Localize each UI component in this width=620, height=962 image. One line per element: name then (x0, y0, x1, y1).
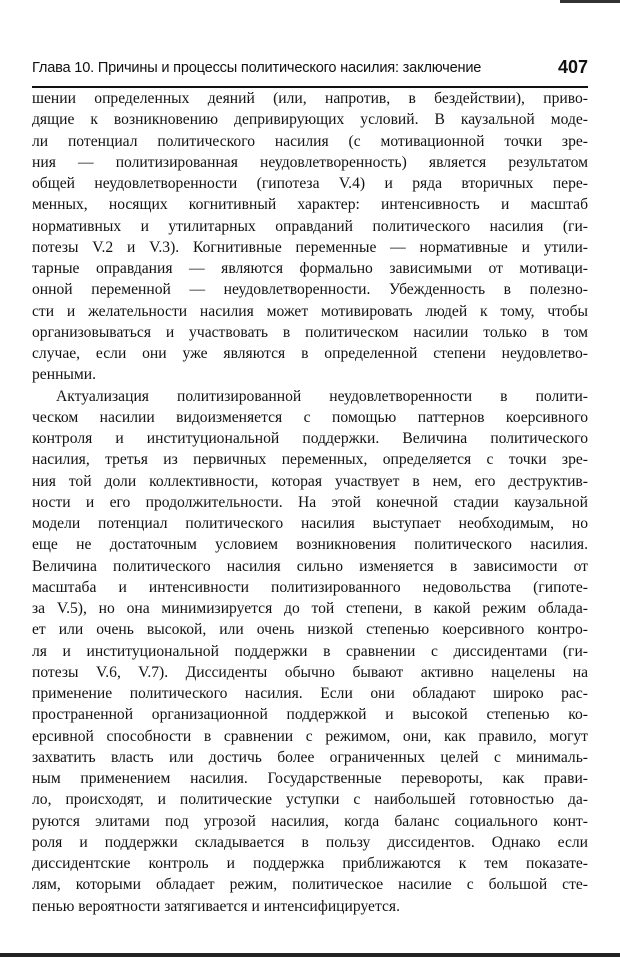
text-line: дящие к возникновению депривирующих условий. В каузальной моде- (32, 111, 588, 129)
page-number: 407 (557, 57, 588, 77)
text-line: онной переменной — неудовлетворенности. Убежденность в полезно- (32, 281, 588, 299)
text-line: шении определенных деяний (или, напротив, в бездействии), приво- (32, 90, 588, 107)
text-line: пенью вероятности затягивается и интенсифицируется. (32, 897, 400, 915)
text-line: ет или очень высокой, или очень низкой степенью коерсивного контро- (32, 621, 588, 639)
paragraph-2 (32, 386, 588, 917)
text-line: за V.5), но она минимизируется до той степени, в какой режим облада- (32, 600, 588, 617)
text-line: еще не достаточным условием возникновения политического насилия. (32, 536, 588, 554)
text-line: ля и институциональной поддержки в сравнении с диссидентами (ги- (32, 642, 588, 660)
text-line: потезы V.2 и V.3). Когнитивные переменные — нормативные и утили- (32, 238, 588, 256)
text-line: роля и поддержки складывается в пользу диссидентов. Однако если (32, 833, 588, 851)
text-line: масштаба и интенсивности политизированного недовольства (гипоте- (32, 578, 588, 596)
text-line: общей неудовлетворенности (гипотеза V.4) и ряда вторичных пере- (32, 175, 588, 192)
body-text (32, 88, 588, 917)
text-line: пространенной организационной поддержкой и высокой степенью ко- (32, 706, 588, 724)
top-edge-rule (560, 0, 620, 3)
text-line: ния той доли коллективности, которая участвует в нем, его деструктив- (32, 472, 588, 490)
text-line: ренными. (32, 366, 96, 384)
text-line: ли потенциал политического насилия (с мотивационной точки зре- (32, 132, 588, 150)
text-line: ным применением насилия. Государственные перевороты, как прави- (32, 770, 588, 787)
running-header (32, 52, 588, 88)
text-line: модели потенциал политического насилия выступает необходимым, но (32, 515, 588, 532)
text-line: случае, если они уже являются в определенной степени неудовлетво- (32, 345, 588, 362)
text-line: сти и желательности насилия может мотивировать людей к тому, чтобы (32, 302, 588, 320)
text-line: ческом насилии видоизменяется с помощью паттернов коерсивного (32, 408, 588, 426)
text-line: нормативных и утилитарных оправданий политического насилия (ги- (32, 217, 588, 235)
text-line: захватить власть или достичь более ограниченных целей с минималь- (32, 748, 588, 766)
text-line: насилия, третья из первичных переменных, определяется с точки зре- (32, 451, 588, 469)
text-line: организовываться и участвовать в политическом насилии только в том (32, 323, 588, 341)
text-line: менных, носящих когнитивный характер: интенсивность и масштаб (32, 196, 588, 214)
text-line: тарные оправдания — являются формально зависимыми от мотиваци- (32, 260, 588, 277)
paragraph-1 (32, 88, 588, 386)
text-line: потезы V.6, V.7). Диссиденты обычно бывают активно нацелены на (32, 663, 588, 681)
text-line: Величина политического насилия сильно изменяется в зависимости от (32, 557, 588, 575)
text-line: ности и его продолжительности. На этой конечной стадии каузальной (32, 493, 588, 511)
text-line: Актуализация политизированной неудовлетворенности в полити- (56, 387, 588, 405)
text-line: лям, которыми обладает режим, политическое насилие с большой сте- (32, 876, 588, 894)
text-line: диссидентские контроль и поддержка приближаются к тем показате- (32, 855, 588, 872)
chapter-title: Глава 10. Причины и процессы политического насилия: заключение (32, 60, 482, 76)
text-line: применение политического насилия. Если они обладают широко рас- (32, 685, 588, 702)
bottom-edge-rule (0, 953, 620, 957)
text-line: ло, происходят, и политические уступки с наибольшей готовностью да- (32, 791, 588, 809)
text-line: ния — политизированная неудовлетворенность) является результатом (32, 153, 588, 171)
text-line: руются элитами под угрозой насилия, когда баланс социального конт- (32, 812, 588, 830)
text-line: ерсивной способности в сравнении с режимом, они, как правило, могут (32, 727, 588, 745)
text-line: контроля и институциональной поддержки. Величина политического (32, 430, 588, 447)
